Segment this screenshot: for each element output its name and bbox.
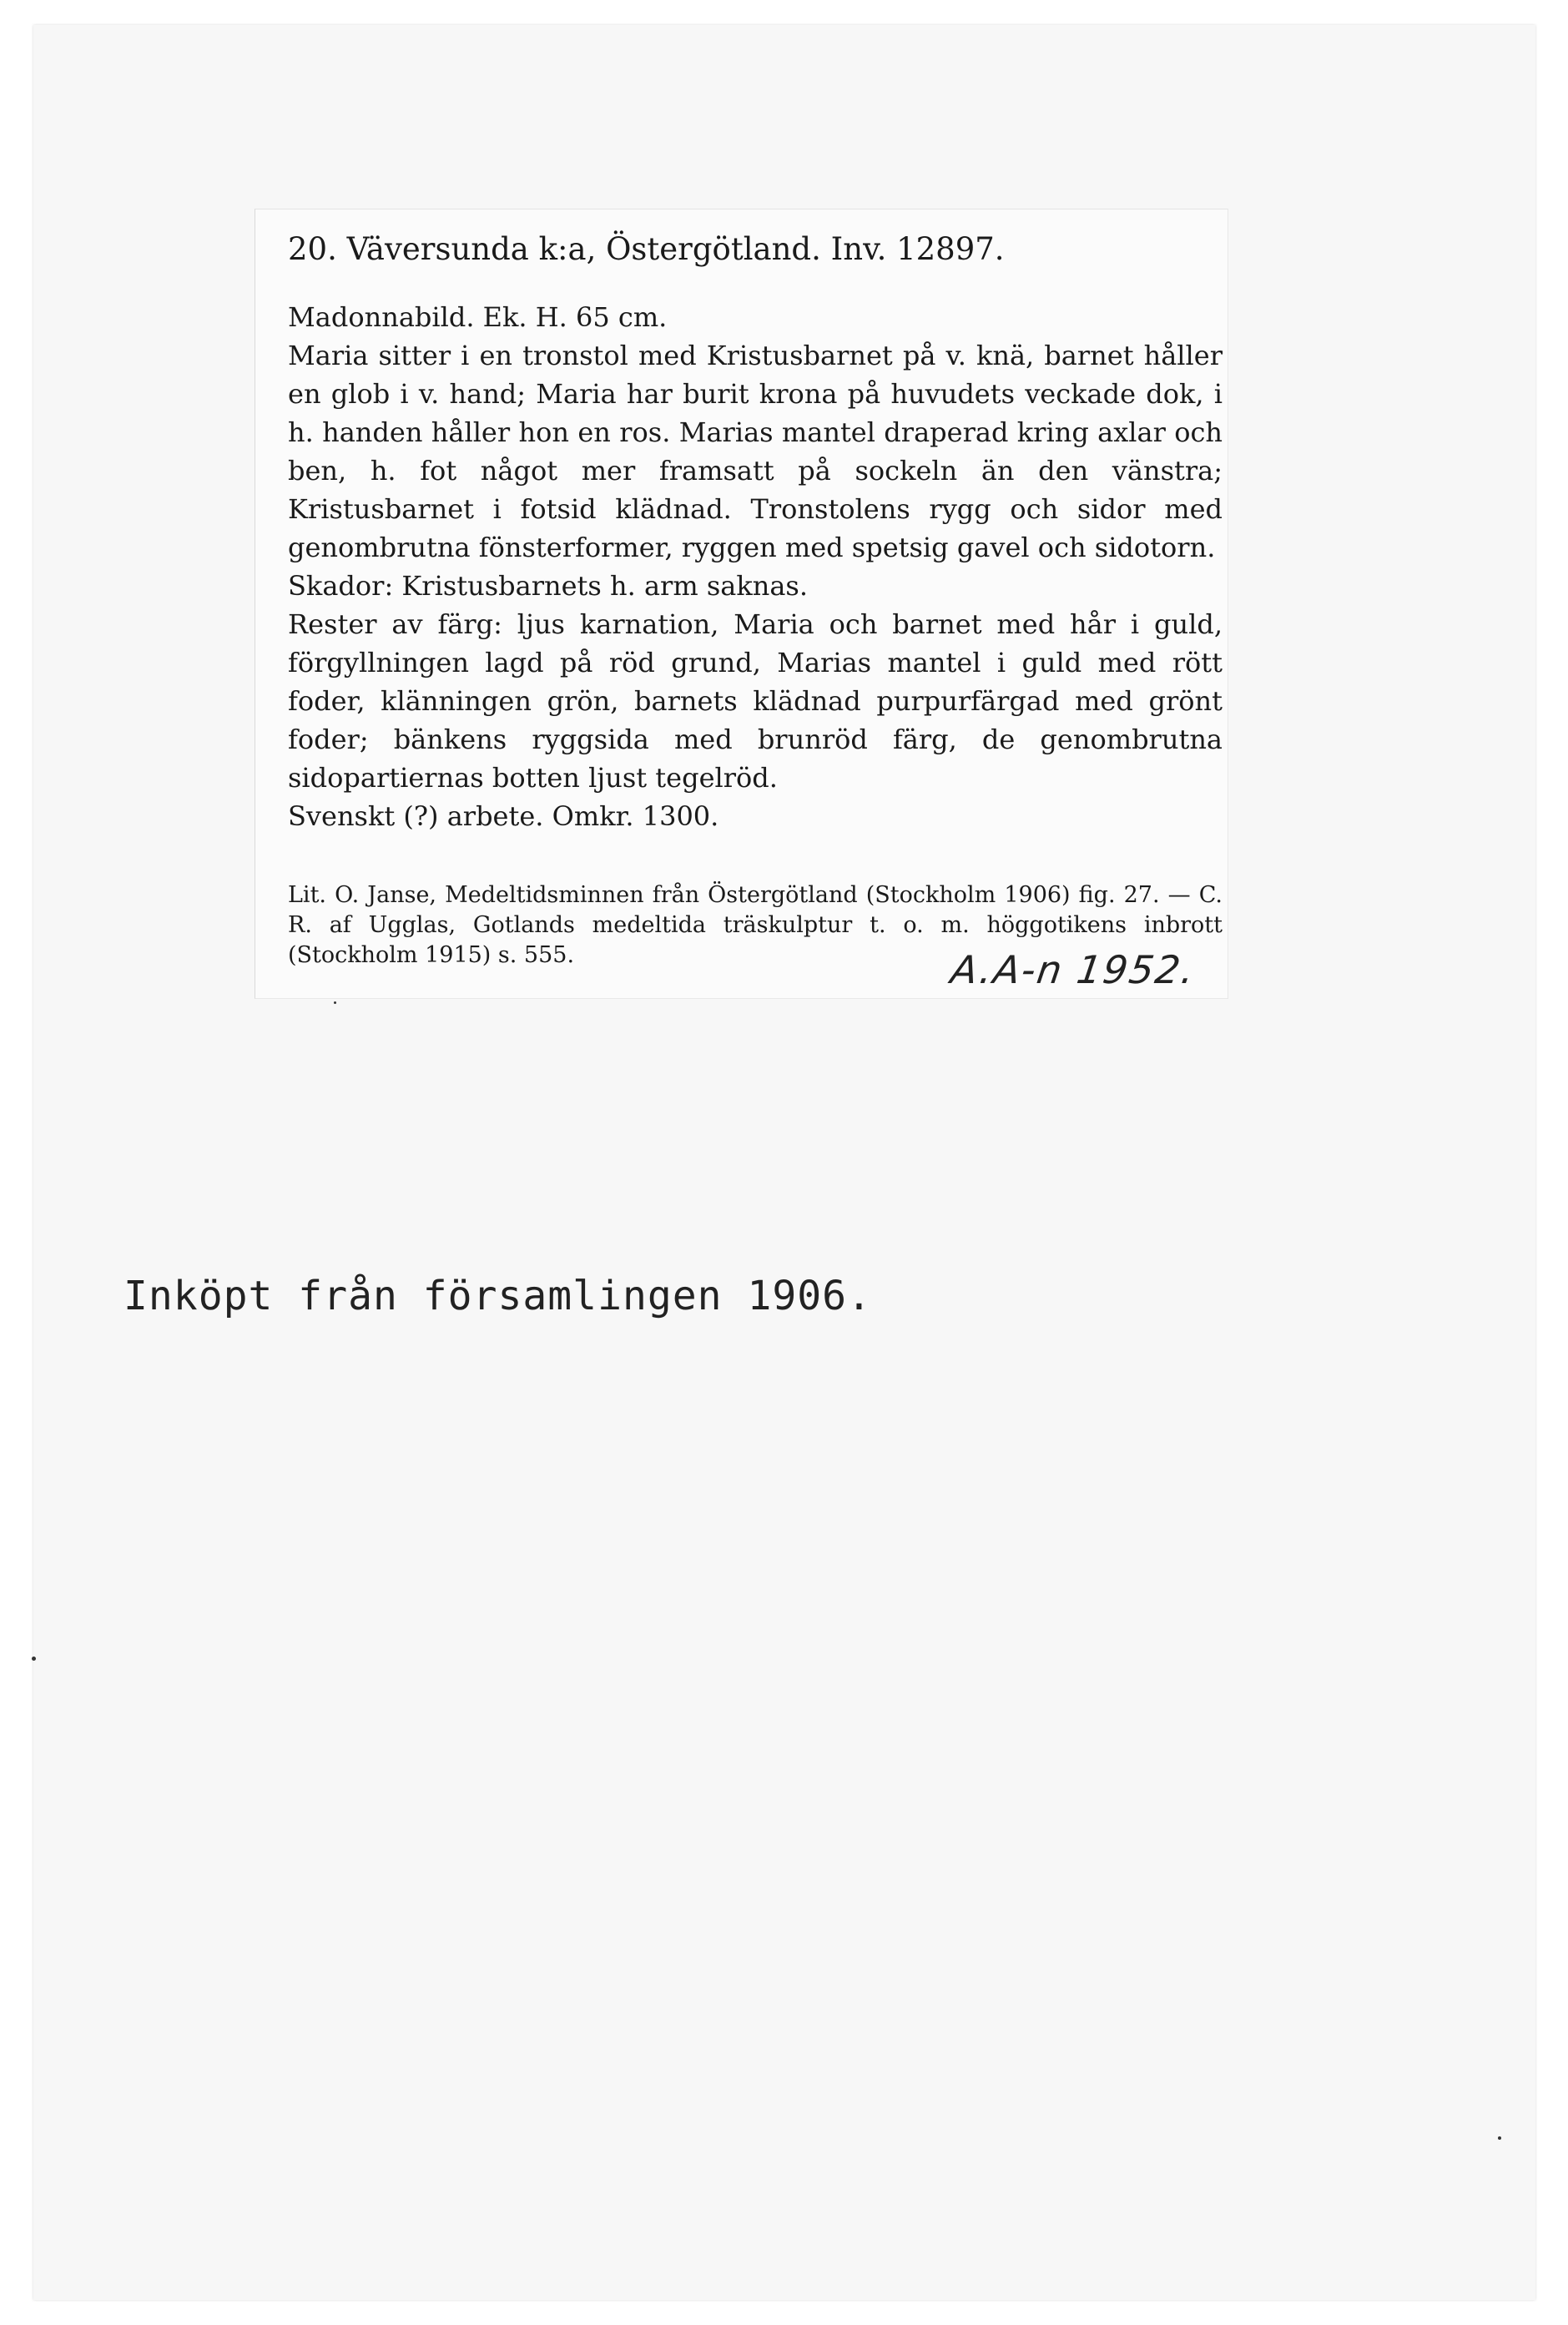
dust-speck xyxy=(334,1001,336,1004)
damage-note: Skador: Kristusbarnets h. arm saknas. xyxy=(288,570,809,602)
literature-text: Lit. O. Janse, Medeltidsminnen från Östergötland (Stockholm 1906) fig. 27. — C. R. af Ugglas, Gotlands medeltida träskulptur t. o. m. höggotikens inbrott (Stockholm 1915) s. 555. xyxy=(288,882,1223,968)
origin-note: Svenskt (?) arbete. Omkr. 1300. xyxy=(288,800,719,832)
catalogue-description xyxy=(288,298,1223,835)
dust-speck xyxy=(32,1657,36,1661)
description-line: Madonnabild. Ek. H. 65 cm. xyxy=(288,301,668,333)
paint-remains-note: Rester av färg: ljus karnation, Maria och barnet med hår i guld, förgyllningen lagd på röd grund, Marias mantel i guld med rött foder, klänningen grön, barnets klädnad purpurfärgad med grönt foder; bänkens ryggsida med brunröd färg, de genombrutna sidopartiernas botten ljust tegelröd. xyxy=(288,608,1223,794)
handwritten-signature: A.A-n 1952. xyxy=(948,947,1199,992)
catalogue-heading: 20. Väversunda k:a, Östergötland. Inv. 12897. xyxy=(288,231,1005,267)
description-paragraph: Maria sitter i en tronstol med Kristusbarnet på v. knä, barnet håller en glob i v. hand; Maria har burit krona på huvudets veckade dok, i h. handen håller hon en ros. Marias mantel draperad kring axlar och ben, h. fot något mer framsatt på sockeln än den vänstra; Kristusbarnet i fotsid klädnad. Tronstolens rygg och sidor med genombrutna fönsterformer, ryggen med spetsig gavel och sidotorn. xyxy=(288,340,1223,563)
dust-speck xyxy=(1498,2136,1501,2140)
typewritten-provenance: Inköpt från församlingen 1906. xyxy=(124,1273,872,1319)
